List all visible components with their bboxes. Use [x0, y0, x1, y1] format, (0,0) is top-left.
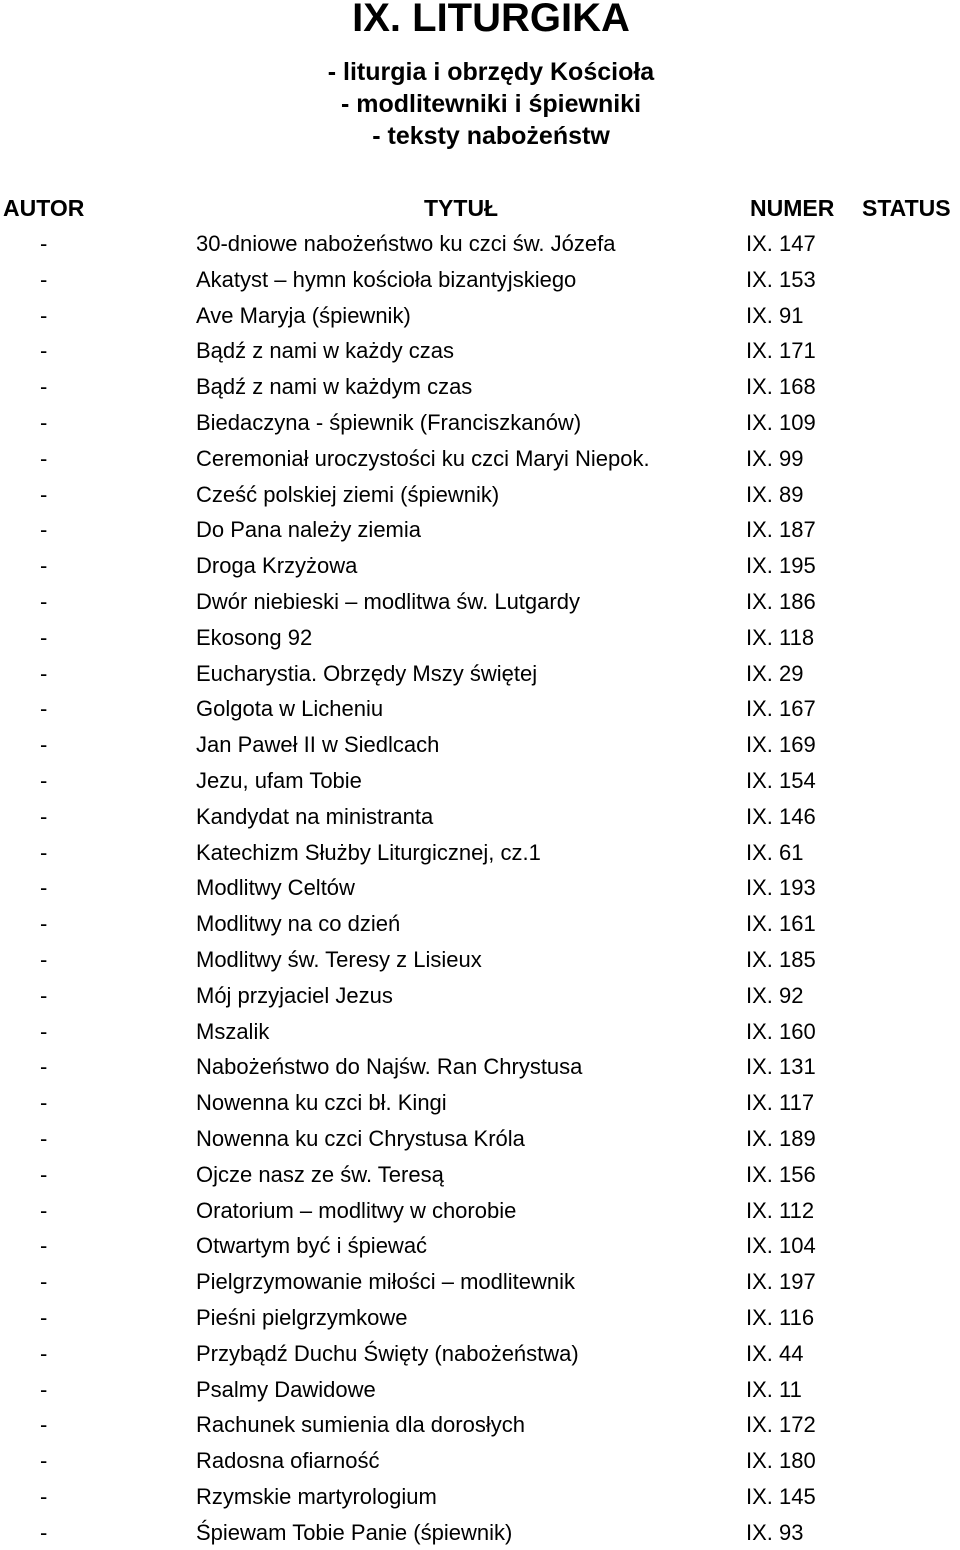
- cell-autor: -: [40, 517, 48, 543]
- cell-numer: IX. 172: [746, 1412, 816, 1438]
- cell-numer: IX. 167: [746, 696, 816, 722]
- cell-numer: IX. 161: [746, 911, 816, 937]
- cell-autor: -: [40, 1125, 48, 1151]
- column-header-autor: AUTOR: [3, 195, 85, 221]
- table-row: [0, 1049, 960, 1085]
- cell-numer: IX. 160: [746, 1018, 816, 1044]
- cell-tytul: Jezu, ufam Tobie: [196, 767, 362, 793]
- cell-autor: -: [40, 1054, 48, 1080]
- cell-numer: IX. 112: [746, 1197, 815, 1223]
- cell-autor: -: [40, 338, 48, 364]
- table-row: [0, 226, 960, 262]
- cell-numer: IX. 131: [746, 1054, 816, 1080]
- cell-tytul: Mszalik: [196, 1018, 270, 1044]
- cell-autor: -: [40, 1090, 48, 1116]
- cell-numer: IX. 186: [746, 588, 816, 614]
- cell-autor: -: [40, 1412, 48, 1438]
- cell-tytul: Mój przyjaciel Jezus: [196, 982, 393, 1008]
- table-row: [0, 1193, 960, 1229]
- column-header-tytul: TYTUŁ: [424, 195, 499, 221]
- cell-autor: -: [40, 1161, 48, 1187]
- table-row: [0, 691, 960, 727]
- cell-tytul: Przybądź Duchu Święty (nabożeństwa): [196, 1340, 579, 1366]
- subtitle: - modlitewniki i śpiewniki: [340, 90, 642, 118]
- cell-tytul: Pieśni pielgrzymkowe: [196, 1304, 408, 1330]
- table-row: [0, 1264, 960, 1300]
- cell-numer: IX. 118: [746, 624, 815, 650]
- cell-tytul: Bądź z nami w każdy czas: [196, 338, 454, 364]
- cell-tytul: Biedaczyna - śpiewnik (Franciszkanów): [196, 409, 582, 435]
- table-row: [0, 1479, 960, 1515]
- cell-numer: IX. 44: [746, 1340, 804, 1366]
- cell-autor: -: [40, 946, 48, 972]
- table-row: [0, 1372, 960, 1408]
- cell-numer: IX. 91: [746, 302, 804, 328]
- cell-autor: -: [40, 1018, 48, 1044]
- cell-autor: -: [40, 1376, 48, 1402]
- cell-tytul: Jan Paweł II w Siedlcach: [196, 732, 440, 758]
- column-header-numer: NUMER: [750, 195, 835, 221]
- table-row: [0, 978, 960, 1014]
- cell-numer: IX. 89: [746, 481, 804, 507]
- cell-numer: IX. 154: [746, 767, 816, 793]
- cell-numer: IX. 193: [746, 875, 816, 901]
- table-row: [0, 584, 960, 620]
- cell-autor: -: [40, 588, 48, 614]
- cell-tytul: Śpiewam Tobie Panie (śpiewnik): [196, 1519, 513, 1545]
- table-row: [0, 405, 960, 441]
- table-row: [0, 656, 960, 692]
- table-row: [0, 1407, 960, 1443]
- cell-autor: -: [40, 767, 48, 793]
- table-row: [0, 1228, 960, 1264]
- cell-tytul: Nowenna ku czci bł. Kingi: [196, 1090, 447, 1116]
- cell-tytul: Ave Maryja (śpiewnik): [196, 302, 411, 328]
- cell-numer: IX. 180: [746, 1448, 816, 1474]
- cell-tytul: Ojcze nasz ze św. Teresą: [196, 1161, 444, 1187]
- cell-numer: IX. 117: [746, 1090, 815, 1116]
- cell-autor: -: [40, 624, 48, 650]
- table-row: [0, 333, 960, 369]
- cell-tytul: Nabożeństwo do Najśw. Ran Chrystusa: [196, 1054, 583, 1080]
- subtitle: - liturgia i obrzędy Kościoła: [327, 58, 655, 86]
- cell-numer: IX. 156: [746, 1161, 816, 1187]
- cell-numer: IX. 168: [746, 374, 816, 400]
- cell-numer: IX. 104: [746, 1233, 816, 1259]
- subtitle-list: [0, 56, 960, 152]
- cell-numer: IX. 147: [746, 231, 816, 256]
- table-row: [0, 1157, 960, 1193]
- cell-autor: -: [40, 660, 48, 686]
- cell-autor: -: [40, 696, 48, 722]
- cell-autor: -: [40, 1269, 48, 1295]
- column-header-status: STATUS: [862, 195, 951, 221]
- cell-autor: -: [40, 553, 48, 579]
- cell-tytul: Psalmy Dawidowe: [196, 1376, 376, 1402]
- table-row: [0, 1443, 960, 1479]
- cell-autor: -: [40, 803, 48, 829]
- table-body: [0, 226, 960, 1550]
- page-title: IX. LITURGIKA: [352, 0, 630, 40]
- cell-numer: IX. 92: [746, 982, 804, 1008]
- cell-tytul: Golgota w Licheniu: [196, 696, 384, 722]
- table-row: [0, 298, 960, 334]
- cell-autor: -: [40, 1304, 48, 1330]
- cell-numer: IX. 145: [746, 1483, 816, 1509]
- cell-numer: IX. 197: [746, 1269, 816, 1295]
- cell-numer: IX. 185: [746, 946, 816, 972]
- table-row: [0, 727, 960, 763]
- cell-numer: IX. 169: [746, 732, 816, 758]
- cell-tytul: Ekosong 92: [196, 624, 313, 650]
- cell-tytul: Modlitwy na co dzień: [196, 911, 401, 937]
- cell-autor: -: [40, 1233, 48, 1259]
- cell-tytul: Oratorium – modlitwy w chorobie: [196, 1197, 517, 1223]
- table-row: [0, 620, 960, 656]
- cell-numer: IX. 189: [746, 1125, 816, 1151]
- table-row: [0, 870, 960, 906]
- subtitle: - teksty nabożeństw: [372, 122, 610, 150]
- cell-autor: -: [40, 1519, 48, 1545]
- cell-tytul: Otwartym być i śpiewać: [196, 1233, 428, 1259]
- table-row: [0, 1085, 960, 1121]
- table-row: [0, 1121, 960, 1157]
- cell-tytul: 30-dniowe nabożeństwo ku czci św. Józefa: [196, 231, 616, 256]
- cell-numer: IX. 153: [746, 266, 816, 292]
- table-row: [0, 1014, 960, 1050]
- cell-numer: IX. 187: [746, 517, 816, 543]
- table-row: [0, 548, 960, 584]
- table-row: [0, 1515, 960, 1550]
- table-row: [0, 477, 960, 513]
- table-row: [0, 262, 960, 298]
- table-row: [0, 799, 960, 835]
- table-row: [0, 512, 960, 548]
- table-row: [0, 763, 960, 799]
- cell-tytul: Cześć polskiej ziemi (śpiewnik): [196, 481, 500, 507]
- cell-autor: -: [40, 1448, 48, 1474]
- cell-tytul: Droga Krzyżowa: [196, 553, 358, 579]
- cell-autor: -: [40, 481, 48, 507]
- cell-autor: -: [40, 302, 48, 328]
- cell-tytul: Modlitwy Celtów: [196, 875, 355, 901]
- cell-autor: -: [40, 409, 48, 435]
- table-row: [0, 906, 960, 942]
- cell-autor: -: [40, 1340, 48, 1366]
- cell-autor: -: [40, 911, 48, 937]
- cell-numer: IX. 171: [746, 338, 816, 364]
- cell-numer: IX. 99: [746, 445, 804, 471]
- table-row: [0, 369, 960, 405]
- cell-tytul: Rzymskie martyrologium: [196, 1483, 437, 1509]
- table-header: [0, 193, 960, 223]
- cell-numer: IX. 11: [746, 1376, 802, 1402]
- cell-numer: IX. 29: [746, 660, 804, 686]
- cell-tytul: Do Pana należy ziemia: [196, 517, 422, 543]
- cell-tytul: Akatyst – hymn kościoła bizantyjskiego: [196, 266, 577, 292]
- table-row: [0, 1336, 960, 1372]
- cell-autor: -: [40, 1197, 48, 1223]
- cell-tytul: Eucharystia. Obrzędy Mszy świętej: [196, 660, 538, 686]
- cell-tytul: Modlitwy św. Teresy z Lisieux: [196, 946, 482, 972]
- cell-numer: IX. 195: [746, 553, 816, 579]
- cell-numer: IX. 61: [746, 839, 804, 865]
- cell-autor: -: [40, 982, 48, 1008]
- cell-tytul: Bądź z nami w każdym czas: [196, 374, 473, 400]
- cell-autor: -: [40, 445, 48, 471]
- cell-tytul: Katechizm Służby Liturgicznej, cz.1: [196, 839, 541, 865]
- cell-autor: -: [40, 1483, 48, 1509]
- cell-autor: -: [40, 875, 48, 901]
- table-row: [0, 942, 960, 978]
- cell-autor: -: [40, 374, 48, 400]
- cell-numer: IX. 109: [746, 409, 816, 435]
- cell-tytul: Pielgrzymowanie miłości – modlitewnik: [196, 1269, 576, 1295]
- cell-tytul: Radosna ofiarność: [196, 1448, 380, 1474]
- cell-tytul: Nowenna ku czci Chrystusa Króla: [196, 1125, 525, 1151]
- cell-autor: -: [40, 231, 48, 256]
- table-row: [0, 1300, 960, 1336]
- cell-tytul: Kandydat na ministranta: [196, 803, 434, 829]
- cell-numer: IX. 146: [746, 803, 816, 829]
- cell-autor: -: [40, 266, 48, 292]
- cell-autor: -: [40, 732, 48, 758]
- cell-tytul: Rachunek sumienia dla dorosłych: [196, 1412, 525, 1438]
- cell-numer: IX. 116: [746, 1304, 815, 1330]
- table-row: [0, 835, 960, 871]
- table-row: [0, 441, 960, 477]
- cell-tytul: Ceremoniał uroczystości ku czci Maryi Niepok.: [196, 445, 650, 471]
- cell-tytul: Dwór niebieski – modlitwa św. Lutgardy: [196, 588, 580, 614]
- cell-autor: -: [40, 839, 48, 865]
- cell-numer: IX. 93: [746, 1519, 804, 1545]
